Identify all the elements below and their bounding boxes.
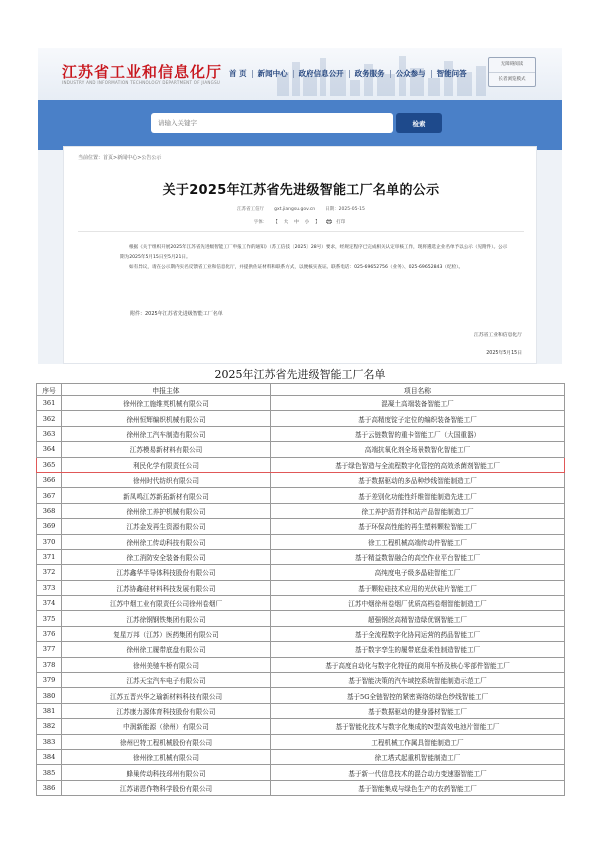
row-number: 366 [37, 472, 62, 487]
row-project: 基于新一代信息技术的混合动力变速器智能工厂 [271, 765, 565, 780]
row-entity: 徐州徐工汽车制造有限公司 [62, 426, 271, 441]
site-logo-subtitle: INDUSTRY AND INFORMATION TECHNOLOGY DEPARTMENT OF JIANGSU [62, 80, 221, 85]
row-project: 超强钢丝高精智造绿优钢智能工厂 [271, 611, 565, 626]
article-body [120, 243, 508, 273]
print-button[interactable] [326, 219, 348, 225]
row-project: 基于数据驱动的多品种纱线智能制造工厂 [271, 472, 565, 487]
table-row [37, 442, 565, 457]
table-row [37, 734, 565, 749]
row-number: 378 [37, 657, 62, 672]
row-entity: 江苏协鑫硅材料科技发展有限公司 [62, 580, 271, 595]
nav-participation[interactable]: 公众参与 [395, 69, 426, 78]
list-title: 2025年江苏省先进级智能工厂名单 [214, 368, 386, 381]
row-number: 367 [37, 488, 62, 503]
row-project: 徐工养护沥青拌和站产品智能制造工厂 [271, 503, 565, 518]
row-project: 基于云链数智的重卡智能工厂（大国重器） [271, 426, 565, 441]
row-entity: 江苏金发再生资源有限公司 [62, 519, 271, 534]
font-size-controls [64, 219, 538, 225]
bracket-close: 】 [315, 220, 320, 225]
row-project: 基于智能决策的汽车域控系统智能制造示范工厂 [271, 673, 565, 688]
header-entity: 申报主体 [62, 384, 271, 396]
table-row [37, 703, 565, 718]
row-entity: 江苏五晋兴华之瑜新材料科技有限公司 [62, 688, 271, 703]
print-icon [326, 219, 332, 224]
row-number: 386 [37, 780, 62, 795]
row-entity: 徐州恒辉编织机械有限公司 [62, 411, 271, 426]
font-large-button[interactable]: 大 [283, 220, 289, 225]
table-row [37, 780, 565, 795]
row-project: 徐工塔式起重机智能制造工厂 [271, 749, 565, 764]
table-row [37, 611, 565, 626]
print-label: 打印 [336, 220, 346, 225]
nav-news[interactable]: 新闻中心 [257, 69, 288, 78]
row-number: 376 [37, 626, 62, 641]
website-screenshot [38, 48, 562, 364]
row-number: 375 [37, 611, 62, 626]
table-row [37, 765, 565, 780]
row-entity: 江苏诺恩作物科学股份有限公司 [62, 780, 271, 795]
table-row [37, 673, 565, 688]
table-row [37, 503, 565, 518]
row-entity: 徐州徐工机械有限公司 [62, 749, 271, 764]
row-project: 基于数据驱动的健身器材智能工厂 [271, 703, 565, 718]
row-number: 377 [37, 642, 62, 657]
article-paragraph-2: 如有异议，请在公示期内实名反馈省工业和信息化厅，并提供佐证材料和联系方式，以便核实查证。联系电话：025-69652756（业务）、025-69652843（纪检）。 [129, 265, 464, 270]
row-project: 基于数字孪生的履带底盘柔性制造智能工厂 [271, 642, 565, 657]
row-entity: 徐州巴特工程机械股份有限公司 [62, 734, 271, 749]
row-project: 基于环保高性能的再生塑料颗粒智能工厂 [271, 519, 565, 534]
row-project: 高端抗氧化剂全场景数智化智能工厂 [271, 442, 565, 457]
row-entity: 徐州美驰车桥有限公司 [62, 657, 271, 672]
row-number: 372 [37, 565, 62, 580]
row-number: 374 [37, 596, 62, 611]
table-row [37, 688, 565, 703]
nav-smart-qa[interactable]: 智能问答 [436, 69, 467, 78]
table-header-row [37, 384, 565, 396]
row-number: 380 [37, 688, 62, 703]
row-entity: 徐州时代纺织有限公司 [62, 472, 271, 487]
table-row [37, 580, 565, 595]
row-number: 365 [37, 457, 62, 472]
row-entity: 徐工消防安全装备有限公司 [62, 549, 271, 564]
table-row [37, 749, 565, 764]
table-row [37, 411, 565, 426]
row-number: 384 [37, 749, 62, 764]
row-entity: 蜂巢传动科技邳州有限公司 [62, 765, 271, 780]
accessible-reading-button[interactable]: 无障碍阅读 [500, 62, 524, 67]
table-row [37, 457, 565, 472]
row-entity: 中润新能源（徐州）有限公司 [62, 719, 271, 734]
row-entity: 江苏中烟工业有限责任公司徐州卷烟厂 [62, 596, 271, 611]
row-project: 基于智能集成与绿色生产的农药智能工厂 [271, 780, 565, 795]
row-entity: 江苏康力源体育科技股份有限公司 [62, 703, 271, 718]
header-project: 项目名称 [271, 384, 565, 396]
search-input[interactable] [151, 113, 393, 133]
row-number: 369 [37, 519, 62, 534]
row-number: 363 [37, 426, 62, 441]
elder-mode-button[interactable]: 长者浏览模式 [489, 72, 535, 86]
article-card [63, 146, 537, 364]
nav-home[interactable]: 首 页 [229, 69, 247, 78]
row-entity: 徐州徐工履带底盘有限公司 [62, 642, 271, 657]
row-entity: 新凤鸣江苏新拓新材有限公司 [62, 488, 271, 503]
table-row [37, 534, 565, 549]
row-number: 361 [37, 396, 62, 411]
row-entity: 江苏模易新材料有限公司 [62, 442, 271, 457]
row-entity: 江苏徐钢钢铁集团有限公司 [62, 611, 271, 626]
table-row [37, 657, 565, 672]
search-button[interactable]: 检索 [396, 113, 442, 133]
article-date: 日期：2025-05-15 [325, 207, 365, 212]
row-number: 385 [37, 765, 62, 780]
row-entity: 徐州徐工养护机械有限公司 [62, 503, 271, 518]
bracket-open: 【 [273, 220, 278, 225]
nav-services[interactable]: 政务服务 [354, 69, 385, 78]
table-row [37, 626, 565, 641]
table-row [37, 596, 565, 611]
row-project: 江苏中烟徐州卷烟厂优质高档卷烟智能制造工厂 [271, 596, 565, 611]
row-project: 基于智能化技术与数字化集成的N型高效电池片智能工厂 [271, 719, 565, 734]
search-band [38, 100, 562, 150]
row-project: 基于全流程数字化协同运营的药品智能工厂 [271, 626, 565, 641]
row-project: 基于高精度锭子定位的编织装备智能工厂 [271, 411, 565, 426]
article-source: 江苏省工信厅 [237, 207, 265, 212]
table-row [37, 426, 565, 441]
meta-divider [78, 231, 524, 232]
row-project: 基于绿色智造与全流程数字化管控的高效杀菌剂智能工厂 [271, 457, 565, 472]
nav-gov-info[interactable]: 政府信息公开 [298, 69, 344, 78]
row-project: 基于精益数智融合的高空作业平台智能工厂 [271, 549, 565, 564]
table-row [37, 488, 565, 503]
factory-list-table [36, 383, 565, 796]
accessibility-mode-box [488, 57, 536, 87]
row-number: 370 [37, 534, 62, 549]
table-row [37, 565, 565, 580]
row-number: 383 [37, 734, 62, 749]
row-project: 工程机械工作属具智能制造工厂 [271, 734, 565, 749]
main-nav [224, 68, 472, 79]
row-number: 364 [37, 442, 62, 457]
row-project: 徐工工程机械高端传动件智能工厂 [271, 534, 565, 549]
breadcrumb[interactable]: 当前位置：首页>新闻中心>公告公示 [78, 155, 162, 161]
article-title: 关于2025年江苏省先进级智能工厂名单的公示 [162, 183, 440, 198]
table-row [37, 519, 565, 534]
signature-date: 2025年5月15日 [486, 351, 522, 356]
attachment-link[interactable]: 附件：2025年江苏省先进级智能工厂名单 [130, 311, 223, 317]
row-number: 373 [37, 580, 62, 595]
row-project: 基于差别化功能性纤维智能制造先进工厂 [271, 488, 565, 503]
row-project: 高纯度电子级多晶硅智能工厂 [271, 565, 565, 580]
row-project: 基于颗粒硅技术应用的光伏硅片智能工厂 [271, 580, 565, 595]
font-label: 字体： [253, 220, 268, 225]
article-site-url: gxt.jiangsu.gov.cn [274, 206, 316, 212]
row-number: 381 [37, 703, 62, 718]
row-project: 基于高度自动化与数字化特征的商用车桥及核心零部件智能工厂 [271, 657, 565, 672]
row-project: 混凝土高端装备智能工厂 [271, 396, 565, 411]
table-row [37, 472, 565, 487]
table-body [37, 396, 565, 796]
article-paragraph-1: 根据《关于组织开展2025年江苏省先进级智能工厂申报工作的通知》（苏工信技〔2025〕28号）要求，经规定程序已完成相关认定审核工作，现将遴选企业名单予以公示（见附件）。公示期为2025年5月15日至5月21日。 [120, 245, 508, 260]
row-entity: 利民化学有限责任公司 [62, 457, 271, 472]
site-header [38, 48, 562, 100]
article-meta [64, 206, 538, 212]
row-number: 362 [37, 411, 62, 426]
row-number: 382 [37, 719, 62, 734]
font-medium-button[interactable]: 中 [294, 220, 299, 225]
table-row [37, 642, 565, 657]
table-row [37, 549, 565, 564]
row-number: 371 [37, 549, 62, 564]
row-entity: 江苏天宝汽车电子有限公司 [62, 673, 271, 688]
font-small-button[interactable]: 小 [304, 220, 310, 225]
row-entity: 江苏鑫华半导体科技股份有限公司 [62, 565, 271, 580]
header-no: 序号 [37, 384, 62, 396]
table-row [37, 719, 565, 734]
row-entity: 徐州徐工施维英机械有限公司 [62, 396, 271, 411]
row-number: 379 [37, 673, 62, 688]
row-number: 368 [37, 503, 62, 518]
signature-org: 江苏省工业和信息化厅 [474, 333, 522, 338]
row-entity: 复星万邦（江苏）医药集团有限公司 [62, 626, 271, 641]
row-entity: 徐州徐工传动科技有限公司 [62, 534, 271, 549]
site-logo-title[interactable]: 江苏省工业和信息化厅 [62, 63, 223, 81]
row-project: 基于5G全链智控的紧密赛络纺绿色纱线智能工厂 [271, 688, 565, 703]
table-row [37, 396, 565, 411]
